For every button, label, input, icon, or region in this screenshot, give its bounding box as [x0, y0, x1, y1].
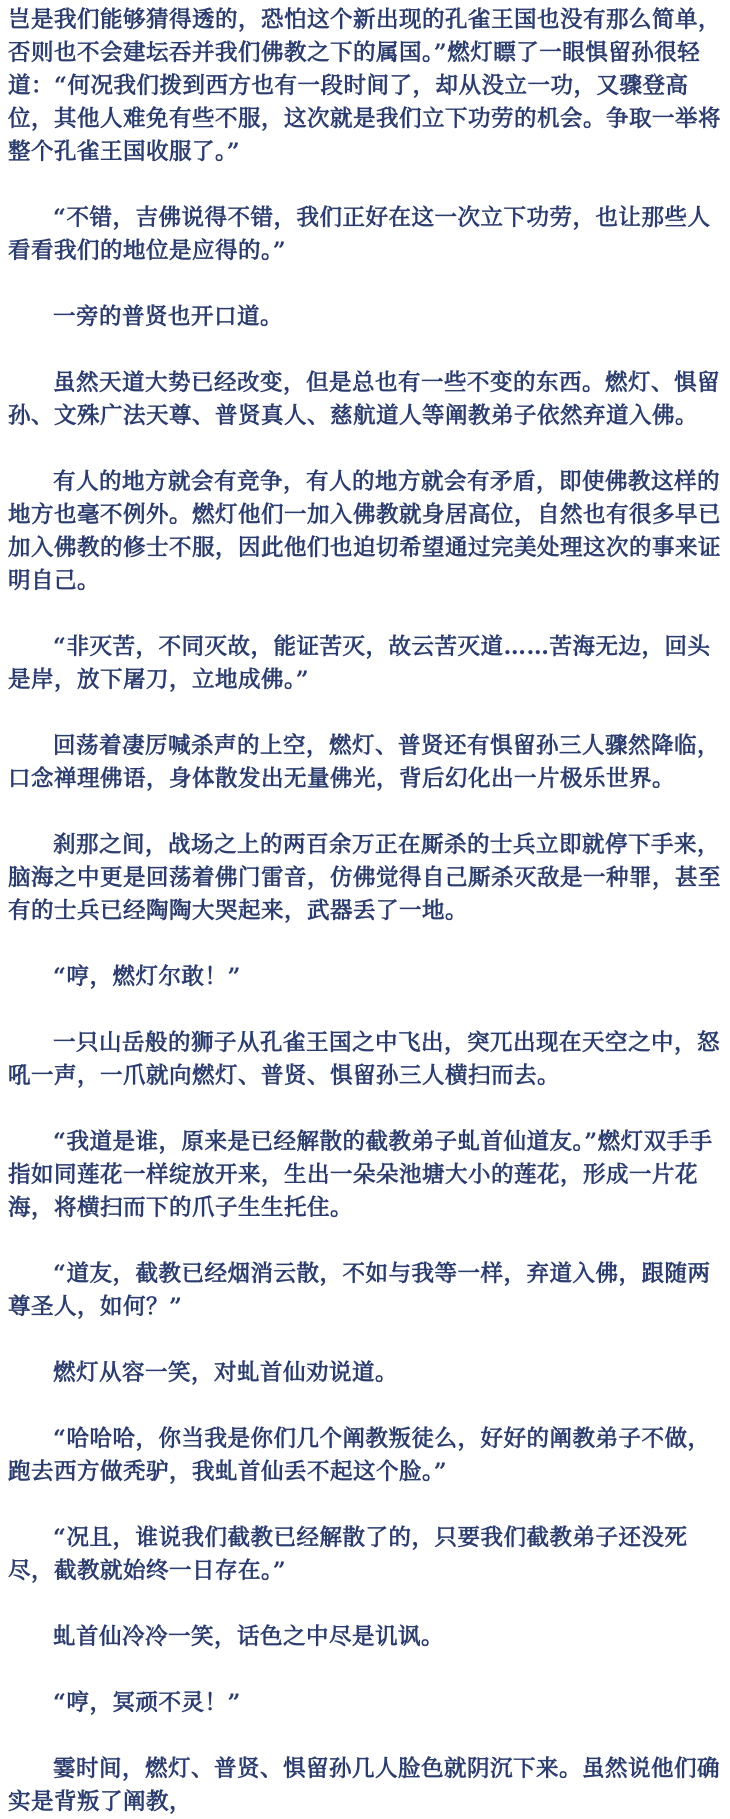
paragraph: “道友，截教已经烟消云散，不如与我等一样，弃道入佛，跟随两尊圣人，如何？”	[8, 1261, 711, 1320]
paragraph: 回荡着凄厉喊杀声的上空，燃灯、普贤还有惧留孙三人骤然降临，口念禅理佛语，身体散发出无量佛光，背后幻化出一片极乐世界。	[8, 733, 721, 792]
paragraph: 霎时间，燃灯、普贤、惧留孙几人脸色就阴沉下来。虽然说他们确实是背叛了阐教，	[8, 1756, 721, 1815]
paragraph: “我道是谁，原来是已经解散的截教弟子虬首仙道友。”燃灯双手手指如同莲花一样绽放开来，生出一朵朵池塘大小的莲花，形成一片花海，将横扫而下的爪子生生托住。	[8, 1129, 713, 1221]
paragraph: 燃灯从容一笑，对虬首仙劝说道。	[53, 1360, 399, 1386]
paragraph: 一旁的普贤也开口道。	[53, 304, 284, 330]
paragraph: 一只山岳般的狮子从孔雀王国之中飞出，突兀出现在天空之中，怒吼一声，一爪就向燃灯、普贤、惧留孙三人横扫而去。	[8, 1030, 721, 1089]
paragraph: “哈哈哈，你当我是你们几个阐教叛徒么，好好的阐教弟子不做，跑去西方做秃驴，我虬首仙丢不起这个脸。”	[8, 1426, 711, 1485]
paragraph: “况且，谁说我们截教已经解散了的，只要我们截教弟子还没死尽，截教就始终一日存在。”	[8, 1525, 688, 1584]
paragraph: “不错，吉佛说得不错，我们正好在这一次立下功劳，也让那些人看看我们的地位是应得的。”	[8, 205, 711, 264]
paragraph: 有人的地方就会有竞争，有人的地方就会有矛盾，即使佛教这样的地方也毫不例外。燃灯他们一加入佛教就身居高位，自然也有很多早已加入佛教的修士不服，因此他们也迫切希望通过完美处理这次的事来证明自己。	[8, 469, 722, 594]
paragraph: “哼，燃灯尔敢！”	[53, 964, 241, 990]
paragraph: “哼，冥顽不灵！”	[53, 1690, 241, 1716]
paragraph: “非灭苦，不同灭故，能证苦灭，故云苦灭道……苦海无边，回头是岸，放下屠刀，立地成佛。”	[8, 634, 711, 693]
paragraph: 岂是我们能够猜得透的，恐怕这个新出现的孔雀王国也没有那么简单，否则也不会建坛吞并我们佛教之下的属国。”燃灯瞟了一眼惧留孙很轻道：“何况我们拨到西方也有一段时间了，却从没立一功，又骤登高位，其他人难免有些不服，这次就是我们立下功劳的机会。争取一举将整个孔雀王国收服了。”	[8, 7, 722, 165]
paragraph: 虬首仙冷冷一笑，话色之中尽是讥讽。	[53, 1624, 445, 1650]
paragraph: 虽然天道大势已经改变，但是总也有一些不变的东西。燃灯、惧留孙、文殊广法天尊、普贤真人、慈航道人等阐教弟子依然弃道入佛。	[8, 370, 721, 429]
paragraph: 刹那之间，战场之上的两百余万正在厮杀的士兵立即就停下手来，脑海之中更是回荡着佛门雷音，仿佛觉得自己厮杀灭敌是一种罪，甚至有的士兵已经陶陶大哭起来，武器丢了一地。	[8, 832, 722, 924]
